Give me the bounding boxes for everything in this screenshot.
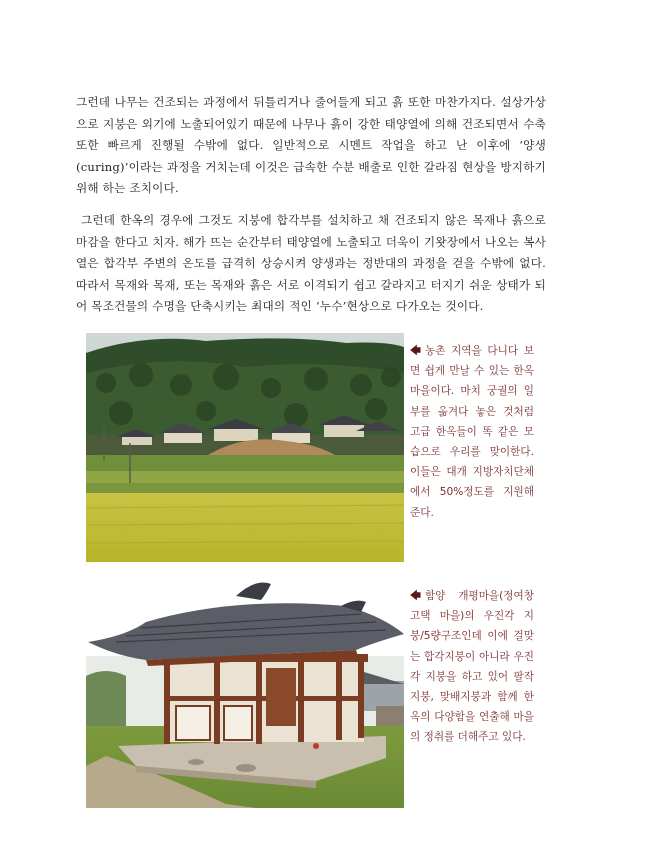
caption-text: 농촌 지역을 다니다 보면 쉽게 만날 수 있는 한옥 마을이다. 마치 궁궐의 일부를 옮겨다 놓은 것처럼 고급 한옥들이 똑 같은 모습으로 우리를 맞이한다. 이들은 대개 지방자치단체에서 50%정도를 지원해 준다. xyxy=(410,345,534,519)
caption-text: 함양 개평마을(정여창고택 마을)의 우진각 지붕/5량구조인데 이에 걸맞는 합각지붕이 아니라 우진각 지붕을 하고 있어 팔작지붕, 맞배지붕과 함께 한옥의 다양함을 연출해 마을의 정취를 더해주고 있다. xyxy=(410,590,534,744)
hanok-house-photo xyxy=(86,576,404,808)
arrow-left-icon: 🡄 xyxy=(410,590,421,602)
body-paragraph-1: 그런데 나무는 건조되는 과정에서 뒤틀리거나 줄어들게 되고 흙 또한 마찬가지다. 설상가상으로 지붕은 외기에 노출되어있기 때문에 나무나 흙이 강한 태양열에 의해 건조되면서 수축 또한 빠르게 진행될 수밖에 없다. 일반적으로 시멘트 작업을 하고 난 이후에 ‘양생(curing)’이라는 과정을 거치는데 이것은 급속한 수분 배출로 인한 갈라짐 현상을 방지하기 위해 하는 조치이다. xyxy=(76,95,546,196)
figure-caption-1 xyxy=(410,341,534,523)
figure-caption-2 xyxy=(410,586,534,748)
hanok-village-photo xyxy=(86,333,404,562)
body-paragraph-2: 그런데 한옥의 경우에 그것도 지붕에 합각부를 설치하고 채 건조되지 않은 목재나 흙으로 마감을 한다고 치자. 해가 뜨는 순간부터 태양열에 노출되고 더욱이 기왓장에서 나오는 복사열은 합각부 주변의 온도를 급격히 상승시켜 양생과는 정반대의 과정을 걷을 수밖에 없다. 따라서 목재와 목재, 또는 목재와 흙은 서로 이격되기 쉽고 갈라지고 터지기 쉬운 상태가 되어 목조건물의 수명을 단축시키는 최대의 적인 ‘누수’현상으로 다가오는 것이다. xyxy=(76,213,546,314)
arrow-left-icon: 🡄 xyxy=(410,345,421,357)
